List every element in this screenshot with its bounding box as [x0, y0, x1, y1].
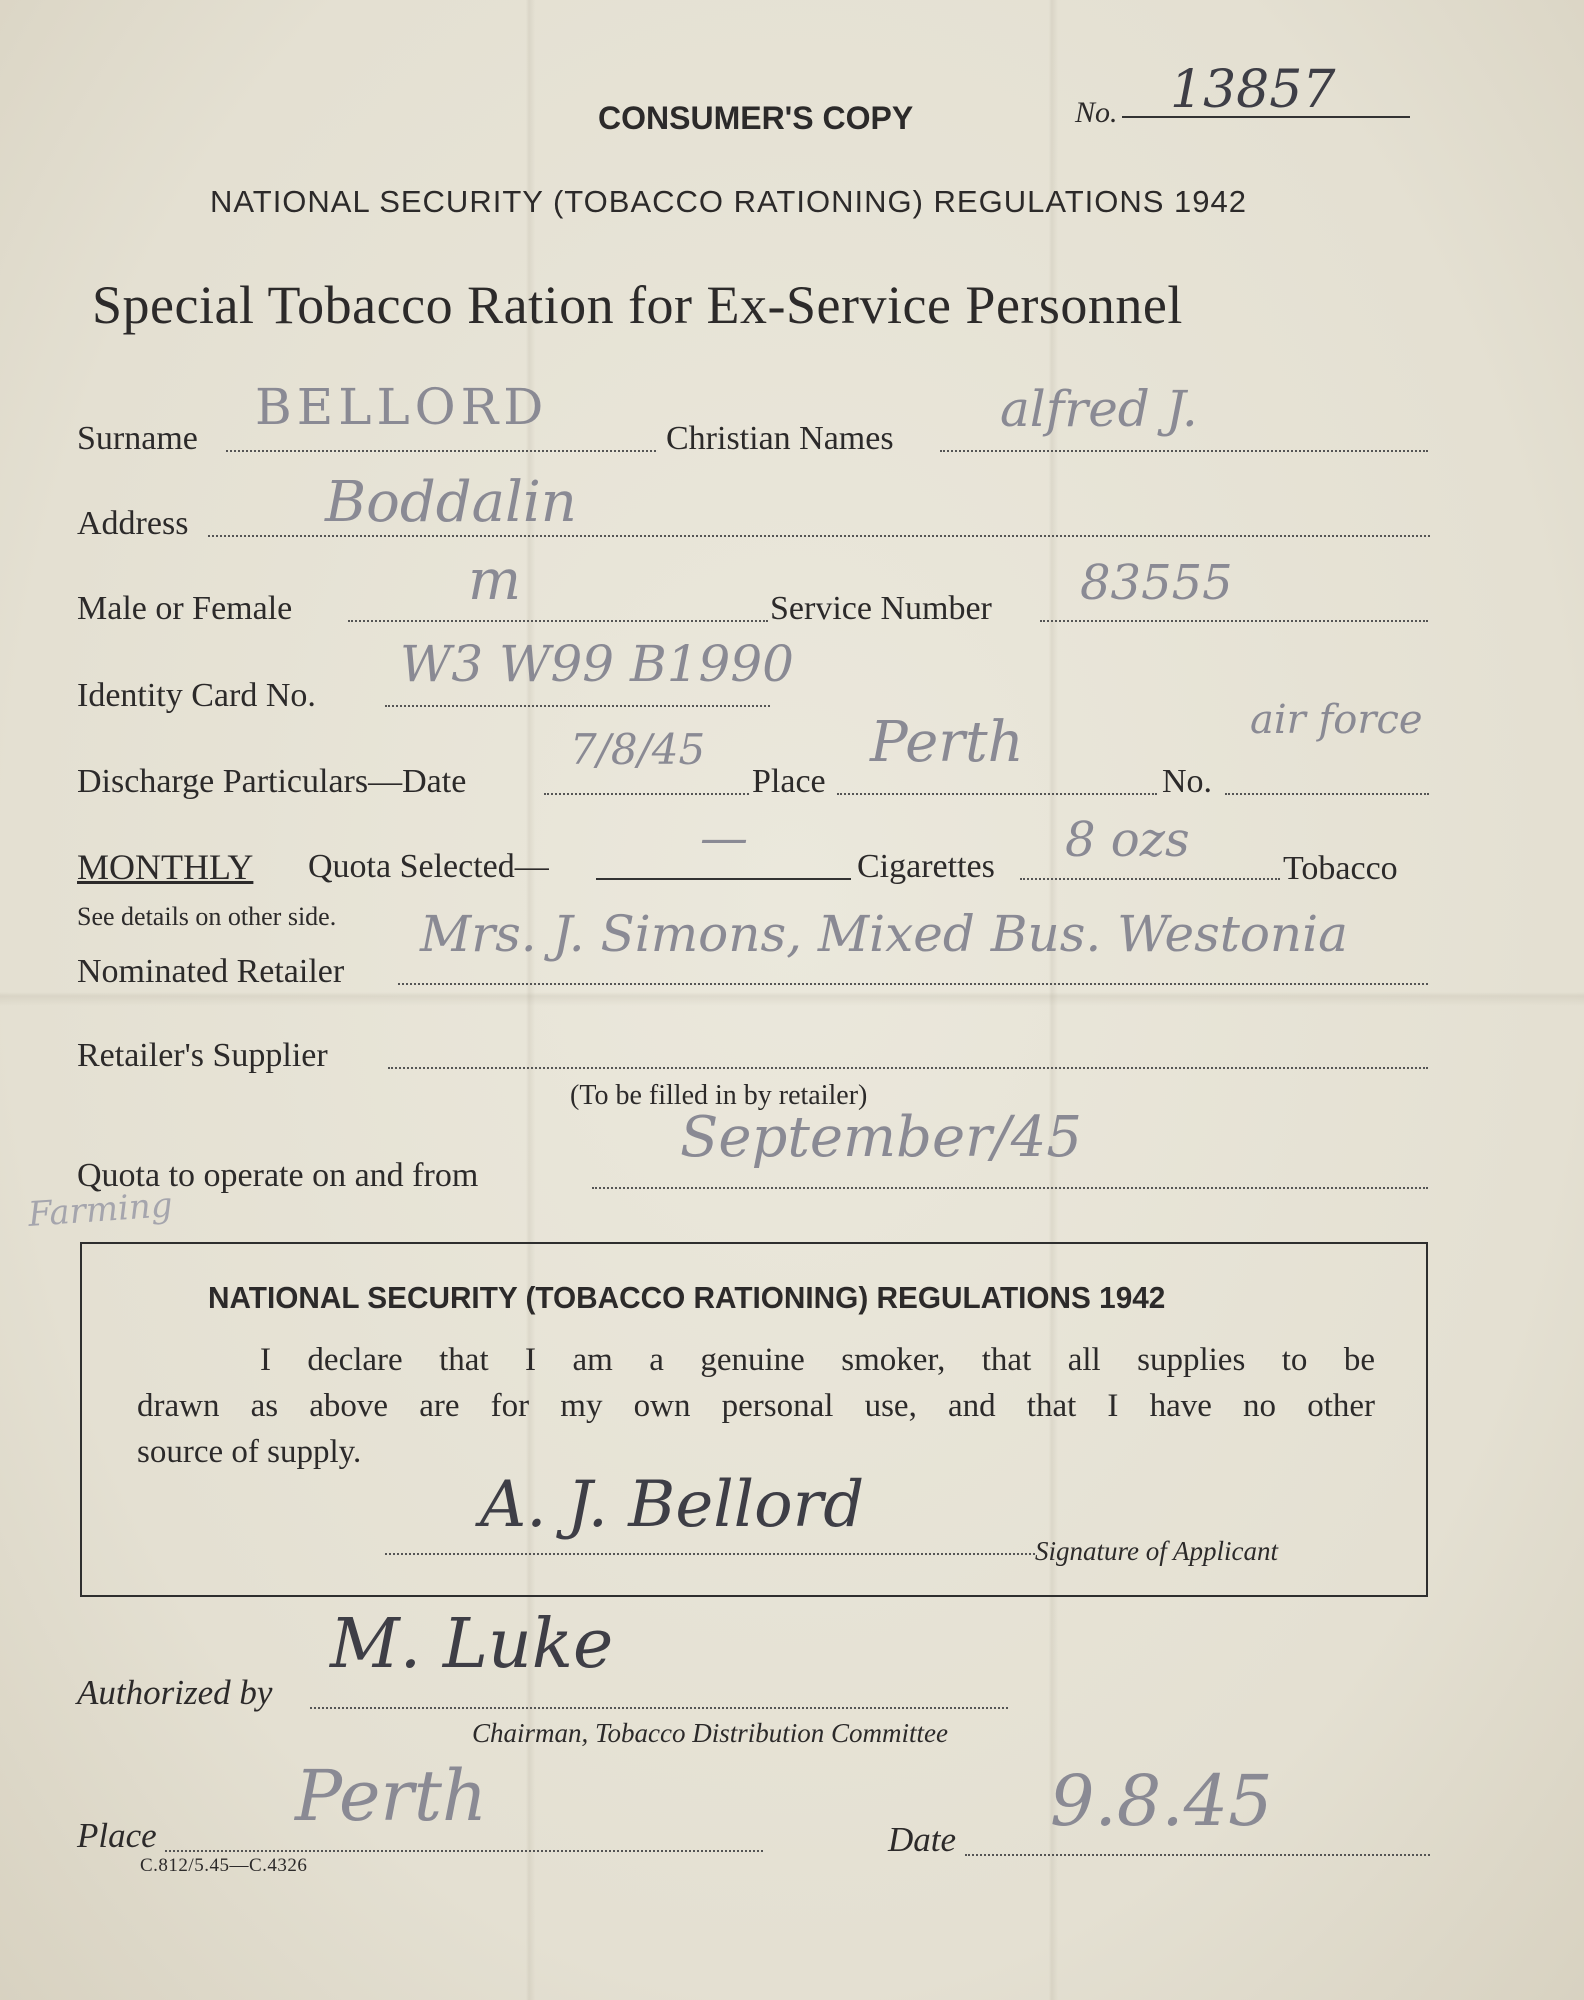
cigarettes-line — [1020, 878, 1280, 880]
place-line — [165, 1850, 763, 1852]
cigarettes-value: 8 ozs — [1065, 812, 1190, 868]
form-number-value: 13857 — [1170, 60, 1336, 120]
date-label: Date — [888, 1820, 957, 1859]
christian-names-label: Christian Names — [666, 420, 894, 457]
print-code: C.812/5.45—C.4326 — [140, 1855, 308, 1876]
identity-card-value: W3 W99 B1990 — [400, 635, 794, 693]
retailer-label: Nominated Retailer — [77, 953, 345, 990]
christian-names-line — [940, 450, 1428, 452]
discharge-no-line — [1225, 793, 1429, 795]
authorized-line — [310, 1707, 1008, 1709]
address-value: Boddalin — [325, 470, 577, 535]
supplier-line — [388, 1067, 1428, 1069]
declaration-line-2: drawn as above are for my own personal use, and that I have no other — [137, 1388, 1375, 1424]
identity-card-line — [385, 705, 770, 707]
surname-value: BELLORD — [255, 378, 549, 436]
discharge-no-value: air force — [1250, 697, 1423, 743]
chairman-label: Chairman, Tobacco Distribution Committee — [472, 1718, 949, 1748]
retailer-line — [398, 983, 1428, 985]
discharge-place-value: Perth — [870, 710, 1024, 775]
date-value: 9.8.45 — [1050, 1760, 1273, 1842]
declaration-line-3: source of supply. — [137, 1434, 362, 1470]
authorized-signature: M. Luke — [330, 1605, 614, 1684]
supplier-label: Retailer's Supplier — [77, 1037, 328, 1074]
signature-label: Signature of Applicant — [1035, 1536, 1278, 1566]
authorized-label: Authorized by — [77, 1673, 273, 1712]
sex-value: m — [468, 548, 522, 613]
sex-line — [348, 620, 768, 622]
quota-selected-label: Quota Selected— — [308, 848, 549, 885]
discharge-no-label: No. — [1162, 763, 1213, 800]
discharge-label: Discharge Particulars—Date — [77, 763, 467, 800]
service-number-value: 83555 — [1080, 555, 1233, 611]
identity-card-label: Identity Card No. — [77, 677, 316, 714]
tobacco-label: Tobacco — [1283, 850, 1398, 887]
service-number-label: Service Number — [770, 590, 992, 627]
declaration-line-1: I declare that I am a genuine smoker, that all supplies to be — [260, 1342, 1375, 1378]
quota-from-value: September/45 — [680, 1105, 1082, 1170]
sex-label: Male or Female — [77, 590, 293, 627]
discharge-date-value: 7/8/45 — [570, 725, 706, 774]
place-label: Place — [77, 1816, 157, 1855]
discharge-place-label: Place — [752, 763, 826, 800]
address-label: Address — [77, 505, 189, 542]
supplier-note: (To be filled in by retailer) — [570, 1080, 868, 1111]
form-number-label: No. — [1075, 96, 1118, 129]
quota-selected-value: — — [700, 810, 748, 866]
service-number-line — [1040, 620, 1428, 622]
monthly-label: MONTHLY — [77, 847, 254, 887]
quota-from-label: Quota to operate on and from — [77, 1157, 479, 1194]
place-value: Perth — [295, 1755, 488, 1837]
quota-selected-line — [596, 878, 851, 880]
form-title: Special Tobacco Ration for Ex-Service Personnel — [92, 275, 1183, 335]
surname-label: Surname — [77, 420, 198, 457]
see-details-note: See details on other side. — [77, 902, 337, 931]
applicant-signature: A. J. Bellord — [480, 1468, 865, 1542]
margin-note: Farming — [26, 1185, 174, 1235]
surname-line — [226, 450, 656, 452]
cigarettes-label: Cigarettes — [857, 848, 995, 885]
retailer-value: Mrs. J. Simons, Mixed Bus. Westonia — [420, 905, 1348, 963]
regulation-heading: NATIONAL SECURITY (TOBACCO RATIONING) REGULATIONS 1942 — [210, 184, 1247, 219]
discharge-date-line — [544, 793, 749, 795]
address-line — [208, 535, 1430, 537]
discharge-place-line — [837, 793, 1157, 795]
christian-names-value: alfred J. — [1000, 380, 1198, 438]
consumers-copy-label: CONSUMER'S COPY — [598, 100, 914, 136]
declaration-heading: NATIONAL SECURITY (TOBACCO RATIONING) REGULATIONS 1942 — [208, 1280, 1166, 1315]
date-line — [965, 1854, 1430, 1856]
signature-line — [385, 1553, 1035, 1555]
quota-from-line — [592, 1187, 1428, 1189]
